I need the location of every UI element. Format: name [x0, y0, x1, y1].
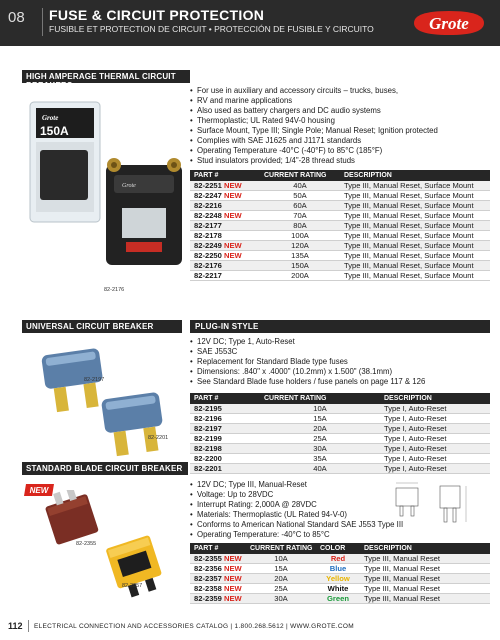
part-number: 82-2249: [194, 241, 222, 251]
table-row: [190, 241, 490, 251]
feature-item: • Replacement for Standard Blade type fuses: [190, 357, 490, 367]
image-caption: 82-2201: [148, 435, 169, 441]
part-number-cell: [190, 221, 260, 231]
description-cell: Type I, Auto-Reset: [380, 414, 490, 424]
new-label: NEW: [224, 554, 242, 564]
image-caption: 82-2357: [122, 583, 143, 589]
current-rating-cell: 135A: [260, 251, 340, 261]
part-number: 82-2176: [194, 261, 222, 271]
table-row: [190, 271, 490, 281]
column-header: DESCRIPTION: [340, 170, 490, 181]
current-rating-cell: 15A: [260, 414, 380, 424]
part-number-cell: [190, 211, 260, 221]
current-rating-cell: 30A: [246, 594, 316, 604]
page-footer: [0, 616, 500, 640]
section-heading-universal: UNIVERSAL CIRCUIT BREAKER: [22, 320, 182, 333]
chapter-number: 08: [8, 9, 25, 26]
part-number-cell: [190, 271, 260, 281]
table-row: [190, 594, 490, 604]
current-rating-cell: 15A: [246, 564, 316, 574]
column-header: PART #: [190, 543, 246, 554]
description-cell: Type III, Manual Reset, Surface Mount: [340, 201, 490, 211]
current-rating-cell: 120A: [260, 241, 340, 251]
description-cell: Type III, Manual Reset, Surface Mount: [340, 271, 490, 281]
feature-item: • Stud insulators provided; 1/4"-28 thread studs: [190, 156, 490, 166]
part-number: 82-2356: [194, 564, 222, 574]
feature-item: • For use in auxiliary and accessory circuits – trucks, buses,: [190, 86, 490, 96]
part-number: 82-2178: [194, 231, 222, 241]
package-amp-text: 150A: [40, 124, 69, 138]
description-cell: Type III, Manual Reset, Surface Mount: [340, 251, 490, 261]
part-number: 82-2251: [194, 181, 222, 191]
current-rating-cell: 40A: [260, 464, 380, 474]
part-number: 82-2247: [194, 191, 222, 201]
new-label: NEW: [224, 191, 242, 201]
description-cell: Type III, Manual Reset, Surface Mount: [340, 191, 490, 201]
new-label: NEW: [224, 251, 242, 261]
feature-item: • Complies with SAE J1625 and J1171 standards: [190, 136, 490, 146]
feature-item: • SAE J553C: [190, 347, 490, 357]
feature-item: [190, 96, 490, 106]
page-title: FUSE & CIRCUIT PROTECTION: [49, 7, 265, 23]
description-cell: Type III, Manual Reset, Surface Mount: [340, 261, 490, 271]
part-number-cell: 82-2196: [190, 414, 260, 424]
universal-breaker-image: [30, 340, 180, 465]
part-number: 82-2217: [194, 271, 222, 281]
current-rating-cell: 25A: [246, 584, 316, 594]
part-number-cell: 82-2201: [190, 464, 260, 474]
description-cell: Type III, Manual Reset, Surface Mount: [340, 221, 490, 231]
description-cell: Type III, Manual Reset: [360, 584, 490, 594]
current-rating-cell: 200A: [260, 271, 340, 281]
part-number-cell: [190, 251, 260, 261]
part-number: 82-2357: [194, 574, 222, 584]
current-rating-cell: 10A: [246, 554, 316, 564]
footer-divider: [28, 620, 29, 632]
part-number: 82-2177: [194, 221, 222, 231]
current-rating-cell: 20A: [246, 574, 316, 584]
part-number: 82-2250: [194, 251, 222, 261]
feature-item: • Operating Temperature: -40°C to 85°C: [190, 530, 440, 540]
part-number-cell: 82-2199: [190, 434, 260, 444]
universal-parts-table: [190, 393, 490, 474]
current-rating-cell: 60A: [260, 201, 340, 211]
description-cell: Type III, Manual Reset: [360, 564, 490, 574]
part-number-cell: [190, 554, 246, 564]
feature-item: • Operating Temperature -40°C (-40°F) to 85°C (185°F): [190, 146, 490, 156]
column-header: PART #: [190, 393, 260, 404]
table-row: [190, 434, 490, 444]
current-rating-cell: 20A: [260, 424, 380, 434]
color-cell: White: [316, 584, 360, 594]
table-row: [190, 414, 490, 424]
new-badge-text: NEW: [29, 486, 49, 495]
section-subheading-plugin: PLUG-IN STYLE: [190, 320, 490, 333]
column-header: COLOR: [316, 543, 360, 554]
footer-text: ELECTRICAL CONNECTION AND ACCESSORIES CATALOG | 1.800.268.5612 | WWW.GROTE.COM: [34, 623, 354, 630]
table-row: [190, 231, 490, 241]
table-row: [190, 261, 490, 271]
svg-text:Grote: Grote: [122, 183, 136, 189]
page-header: [0, 0, 500, 46]
part-number-cell: [190, 574, 246, 584]
page-subtitle: FUSIBLE ET PROTECTION DE CIRCUIT • PROTECCIÓN DE FUSIBLE Y CIRCUITO: [49, 24, 374, 34]
current-rating-cell: 40A: [260, 181, 340, 191]
current-rating-cell: 30A: [260, 444, 380, 454]
part-number-cell: [190, 201, 260, 211]
new-label: NEW: [224, 564, 242, 574]
current-rating-cell: 100A: [260, 231, 340, 241]
new-label: NEW: [224, 574, 242, 584]
new-label: NEW: [224, 211, 242, 221]
feature-item: • Also used as battery chargers and DC audio systems: [190, 106, 490, 116]
feature-item: • Surface Mount, Type III; Single Pole; Manual Reset; Ignition protected: [190, 126, 490, 136]
current-rating-cell: 70A: [260, 211, 340, 221]
feature-item: • Voltage: Up to 28VDC: [190, 490, 440, 500]
description-cell: Type III, Manual Reset, Surface Mount: [340, 181, 490, 191]
image-caption: 82-2355: [76, 541, 97, 547]
color-cell: Blue: [316, 564, 360, 574]
header-divider: [42, 8, 43, 36]
brand-text: Grote: [429, 14, 469, 33]
table-row: [190, 584, 490, 594]
new-label: NEW: [224, 181, 242, 191]
description-cell: Type I, Auto-Reset: [380, 434, 490, 444]
feature-item: • Conforms to American National Standard SAE J553 Type III: [190, 520, 440, 530]
feature-item: • Thermoplastic; UL Rated 94V-0 housing: [190, 116, 490, 126]
part-number-cell: [190, 231, 260, 241]
table-row: [190, 404, 490, 414]
column-header: PART #: [190, 170, 260, 181]
part-number-cell: [190, 241, 260, 251]
description-cell: Type I, Auto-Reset: [380, 454, 490, 464]
description-cell: Type I, Auto-Reset: [380, 464, 490, 474]
section-heading-thermal: HIGH AMPERAGE THERMAL CIRCUIT BREAKERS: [22, 70, 190, 83]
description-cell: Type III, Manual Reset, Surface Mount: [340, 231, 490, 241]
part-number: 82-2248: [194, 211, 222, 221]
part-number-cell: [190, 594, 246, 604]
color-cell: Yellow: [316, 574, 360, 584]
table-row: [190, 554, 490, 564]
part-number-cell: 82-2198: [190, 444, 260, 454]
column-header: CURRENT RATING: [246, 543, 316, 554]
description-cell: Type I, Auto-Reset: [380, 424, 490, 434]
part-number-cell: [190, 181, 260, 191]
part-number-cell: [190, 261, 260, 271]
description-cell: Type III, Manual Reset: [360, 554, 490, 564]
page-number: 112: [8, 621, 23, 631]
table-row: [190, 564, 490, 574]
color-cell: Green: [316, 594, 360, 604]
new-label: NEW: [224, 594, 242, 604]
table-row: [190, 444, 490, 454]
column-header: DESCRIPTION: [380, 393, 490, 404]
part-number: 82-2358: [194, 584, 222, 594]
dimension-drawing: [390, 478, 490, 538]
table-row: [190, 454, 490, 464]
feature-item: • Materials: Thermoplastic (UL Rated 94-V-0): [190, 510, 440, 520]
description-cell: Type I, Auto-Reset: [380, 444, 490, 454]
feature-item: • 12V DC; Type 1, Auto-Reset: [190, 337, 490, 347]
column-header: CURRENT RATING: [260, 170, 340, 181]
part-number: 82-2355: [194, 554, 222, 564]
feature-item: • See Standard Blade fuse holders / fuse panels on page 117 & 126: [190, 377, 490, 387]
part-number-cell: [190, 564, 246, 574]
thermal-parts-table: [190, 170, 490, 281]
universal-features-list: [190, 337, 490, 387]
table-row: [190, 464, 490, 474]
current-rating-cell: 10A: [260, 404, 380, 414]
current-rating-cell: 25A: [260, 434, 380, 444]
description-cell: Type III, Manual Reset: [360, 594, 490, 604]
description-cell: Type I, Auto-Reset: [380, 404, 490, 414]
image-caption: 82-2176: [104, 287, 125, 293]
description-cell: Type III, Manual Reset, Surface Mount: [340, 211, 490, 221]
standard-blade-parts-table: [190, 543, 490, 604]
blade-breaker-image: [40, 490, 170, 600]
table-row: [190, 181, 490, 191]
part-number-cell: [190, 191, 260, 201]
part-number-cell: 82-2200: [190, 454, 260, 464]
feature-item: • 12V DC; Type III, Manual-Reset: [190, 480, 440, 490]
table-row: [190, 191, 490, 201]
color-cell: Red: [316, 554, 360, 564]
part-number: 82-2359: [194, 594, 222, 604]
current-rating-cell: 50A: [260, 191, 340, 201]
table-row: [190, 211, 490, 221]
part-number-cell: 82-2195: [190, 404, 260, 414]
grote-logo: [408, 8, 490, 38]
column-header: CURRENT RATING: [260, 393, 380, 404]
current-rating-cell: 80A: [260, 221, 340, 231]
description-cell: Type III, Manual Reset: [360, 574, 490, 584]
new-label: NEW: [224, 584, 242, 594]
table-row: [190, 201, 490, 211]
table-row: [190, 574, 490, 584]
table-row: [190, 424, 490, 434]
part-number-cell: [190, 584, 246, 594]
feature-item: • Dimensions: .840" x .4000" (10.2mm) x 1.500" (38.1mm): [190, 367, 490, 377]
current-rating-cell: 150A: [260, 261, 340, 271]
new-label: NEW: [224, 241, 242, 251]
column-header: DESCRIPTION: [360, 543, 490, 554]
table-row: [190, 251, 490, 261]
feature-continuation: RV and marine applications: [197, 96, 293, 105]
current-rating-cell: 35A: [260, 454, 380, 464]
image-caption: 82-2197: [84, 377, 105, 383]
feature-item: • Interrupt Rating: 2,000A @ 28VDC: [190, 500, 440, 510]
section-heading-standard-blade: STANDARD BLADE CIRCUIT BREAKER: [22, 462, 188, 475]
thermal-features-list: [190, 86, 490, 166]
part-number-cell: 82-2197: [190, 424, 260, 434]
thermal-breaker-image: [22, 90, 192, 310]
part-number: 82-2216: [194, 201, 222, 211]
table-row: [190, 221, 490, 231]
description-cell: Type III, Manual Reset, Surface Mount: [340, 241, 490, 251]
svg-text:Grote: Grote: [42, 114, 59, 122]
